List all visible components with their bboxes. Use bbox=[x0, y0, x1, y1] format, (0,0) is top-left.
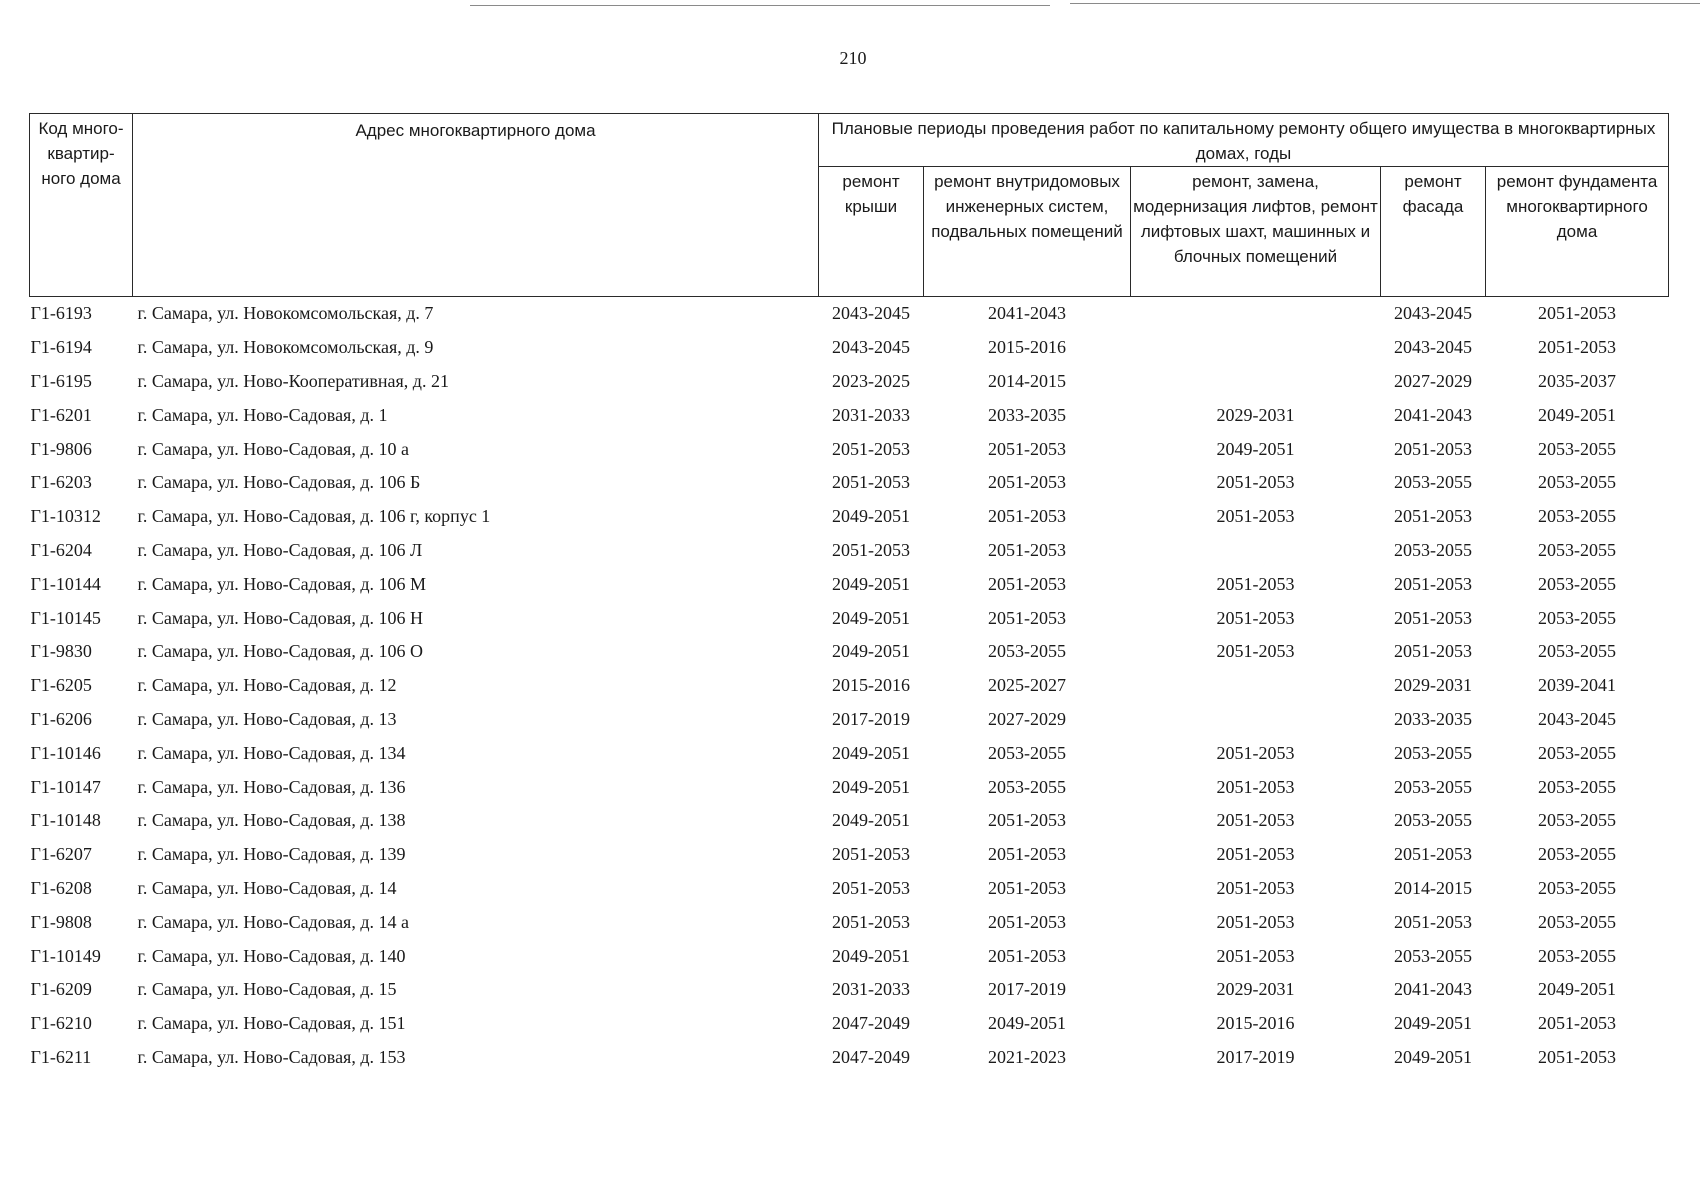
facade-repair-period: 2053-2055 bbox=[1394, 776, 1472, 797]
facade-repair-period: 2014-2015 bbox=[1394, 877, 1472, 898]
foundation-repair-period: 2051-2053 bbox=[1538, 1046, 1617, 1067]
header-facade: ремонт фасада bbox=[1381, 167, 1486, 297]
lift-repair-period bbox=[1131, 365, 1381, 399]
building-address: г. Самара, ул. Ново-Садовая, д. 13 bbox=[137, 708, 397, 729]
table-row bbox=[30, 534, 1669, 568]
systems-repair-period: 2053-2055 bbox=[988, 641, 1066, 662]
building-address: г. Самара, ул. Ново-Садовая, д. 153 bbox=[137, 1046, 406, 1067]
lift-repair-period bbox=[1131, 297, 1381, 331]
facade-repair-period: 2043-2045 bbox=[1394, 337, 1472, 358]
roof-repair-period: 2047-2049 bbox=[832, 1046, 910, 1067]
building-address: г. Самара, ул. Ново-Садовая, д. 106 Л bbox=[137, 539, 423, 560]
lift-repair-period: 2029-2031 bbox=[1216, 404, 1295, 425]
facade-repair-period: 2043-2045 bbox=[1394, 303, 1472, 324]
building-address: г. Самара, ул. Ново-Садовая, д. 106 М bbox=[137, 573, 427, 594]
lift-repair-period: 2051-2053 bbox=[1216, 641, 1295, 662]
table-row bbox=[30, 1041, 1669, 1075]
systems-repair-period: 2021-2023 bbox=[988, 1046, 1066, 1067]
facade-repair-period: 2053-2055 bbox=[1394, 742, 1472, 763]
facade-repair-period: 2049-2051 bbox=[1394, 1013, 1472, 1034]
building-code: Г1-6195 bbox=[30, 370, 92, 391]
table-row bbox=[30, 635, 1669, 669]
building-code: Г1-6201 bbox=[30, 404, 92, 425]
facade-repair-period: 2053-2055 bbox=[1394, 472, 1472, 493]
table-row bbox=[30, 905, 1669, 939]
foundation-repair-period: 2035-2037 bbox=[1538, 370, 1617, 391]
capital-repair-schedule bbox=[29, 113, 1668, 1074]
building-code: Г1-6208 bbox=[30, 877, 92, 898]
lift-repair-period: 2029-2031 bbox=[1216, 979, 1295, 1000]
foundation-repair-period: 2039-2041 bbox=[1538, 675, 1617, 696]
building-code: Г1-6194 bbox=[30, 337, 92, 358]
systems-repair-period: 2051-2053 bbox=[988, 945, 1066, 966]
roof-repair-period: 2043-2045 bbox=[832, 303, 910, 324]
building-address: г. Самара, ул. Ново-Садовая, д. 12 bbox=[137, 675, 397, 696]
roof-repair-period: 2051-2053 bbox=[832, 539, 910, 560]
systems-repair-period: 2015-2016 bbox=[988, 337, 1066, 358]
table-row bbox=[30, 398, 1669, 432]
lift-repair-period: 2051-2053 bbox=[1216, 810, 1295, 831]
lift-repair-period: 2051-2053 bbox=[1216, 573, 1295, 594]
scan-artifact-line bbox=[470, 5, 1050, 6]
building-code: Г1-10149 bbox=[30, 945, 101, 966]
systems-repair-period: 2051-2053 bbox=[988, 573, 1066, 594]
lift-repair-period: 2051-2053 bbox=[1216, 607, 1295, 628]
building-address: г. Самара, ул. Ново-Садовая, д. 151 bbox=[137, 1013, 406, 1034]
building-address: г. Самара, ул. Ново-Садовая, д. 1 bbox=[137, 404, 388, 425]
building-address: г. Самара, ул. Ново-Садовая, д. 14 а bbox=[137, 911, 409, 932]
building-code: Г1-10148 bbox=[30, 810, 101, 831]
systems-repair-period: 2025-2027 bbox=[988, 675, 1066, 696]
systems-repair-period: 2051-2053 bbox=[988, 877, 1066, 898]
building-address: г. Самара, ул. Ново-Садовая, д. 106 г, корпус 1 bbox=[137, 506, 491, 527]
lift-repair-period: 2051-2053 bbox=[1216, 911, 1295, 932]
roof-repair-period: 2017-2019 bbox=[832, 708, 910, 729]
lift-repair-period: 2051-2053 bbox=[1216, 472, 1295, 493]
systems-repair-period: 2033-2035 bbox=[988, 404, 1066, 425]
systems-repair-period: 2027-2029 bbox=[988, 708, 1066, 729]
table-row bbox=[30, 365, 1669, 399]
roof-repair-period: 2049-2051 bbox=[832, 945, 910, 966]
systems-repair-period: 2049-2051 bbox=[988, 1013, 1066, 1034]
schedule-table bbox=[29, 113, 1669, 1074]
building-code: Г1-10147 bbox=[30, 776, 101, 797]
table-row bbox=[30, 939, 1669, 973]
roof-repair-period: 2051-2053 bbox=[832, 438, 910, 459]
building-code: Г1-9808 bbox=[30, 911, 92, 932]
systems-repair-period: 2014-2015 bbox=[988, 370, 1066, 391]
lift-repair-period: 2017-2019 bbox=[1216, 1046, 1295, 1067]
roof-repair-period: 2031-2033 bbox=[832, 979, 910, 1000]
building-code: Г1-9830 bbox=[30, 641, 92, 662]
foundation-repair-period: 2051-2053 bbox=[1538, 337, 1617, 358]
facade-repair-period: 2053-2055 bbox=[1394, 945, 1472, 966]
foundation-repair-period: 2053-2055 bbox=[1538, 776, 1617, 797]
table-row bbox=[30, 331, 1669, 365]
foundation-repair-period: 2053-2055 bbox=[1538, 844, 1617, 865]
systems-repair-period: 2051-2053 bbox=[988, 844, 1066, 865]
building-address: г. Самара, ул. Ново-Садовая, д. 138 bbox=[137, 810, 406, 831]
building-code: Г1-6193 bbox=[30, 303, 92, 324]
scan-artifact-line bbox=[1070, 3, 1700, 4]
table-row bbox=[30, 838, 1669, 872]
systems-repair-period: 2051-2053 bbox=[988, 506, 1066, 527]
lift-repair-period: 2051-2053 bbox=[1216, 877, 1295, 898]
header-lifts: ремонт, замена, модернизация лифтов, ремонт лифтовых шахт, машинных и блочных помещений bbox=[1131, 167, 1381, 297]
lift-repair-period bbox=[1131, 331, 1381, 365]
building-address: г. Самара, ул. Ново-Садовая, д. 10 а bbox=[137, 438, 409, 459]
building-code: Г1-10312 bbox=[30, 506, 101, 527]
table-row bbox=[30, 703, 1669, 737]
roof-repair-period: 2047-2049 bbox=[832, 1013, 910, 1034]
header-code: Код много-квартир-ного дома bbox=[30, 114, 133, 297]
roof-repair-period: 2051-2053 bbox=[832, 472, 910, 493]
building-code: Г1-6210 bbox=[30, 1013, 92, 1034]
facade-repair-period: 2053-2055 bbox=[1394, 539, 1472, 560]
roof-repair-period: 2049-2051 bbox=[832, 607, 910, 628]
systems-repair-period: 2053-2055 bbox=[988, 776, 1066, 797]
building-code: Г1-6211 bbox=[30, 1046, 92, 1067]
systems-repair-period: 2051-2053 bbox=[988, 539, 1066, 560]
header-engineering-systems: ремонт внутридомовых инженерных систем, подвальных помещений bbox=[924, 167, 1131, 297]
building-code: Г1-6206 bbox=[30, 708, 92, 729]
foundation-repair-period: 2053-2055 bbox=[1538, 438, 1617, 459]
building-address: г. Самара, ул. Ново-Садовая, д. 136 bbox=[137, 776, 406, 797]
systems-repair-period: 2017-2019 bbox=[988, 979, 1066, 1000]
building-address: г. Самара, ул. Ново-Садовая, д. 139 bbox=[137, 844, 406, 865]
lift-repair-period: 2051-2053 bbox=[1216, 844, 1295, 865]
header-planned-periods: Плановые периоды проведения работ по капитальному ремонту общего имущества в многоквартирных домах, годы bbox=[819, 114, 1669, 167]
facade-repair-period: 2041-2043 bbox=[1394, 404, 1472, 425]
systems-repair-period: 2051-2053 bbox=[988, 472, 1066, 493]
lift-repair-period: 2051-2053 bbox=[1216, 776, 1295, 797]
foundation-repair-period: 2053-2055 bbox=[1538, 742, 1617, 763]
header-address: Адрес многоквартирного дома bbox=[133, 114, 819, 297]
table-row bbox=[30, 669, 1669, 703]
roof-repair-period: 2023-2025 bbox=[832, 370, 910, 391]
roof-repair-period: 2049-2051 bbox=[832, 776, 910, 797]
building-address: г. Самара, ул. Ново-Садовая, д. 134 bbox=[137, 742, 406, 763]
building-code: Г1-10145 bbox=[30, 607, 101, 628]
header-foundation: ремонт фундамента многоквартирного дома bbox=[1486, 167, 1669, 297]
systems-repair-period: 2053-2055 bbox=[988, 742, 1066, 763]
building-code: Г1-6205 bbox=[30, 675, 92, 696]
facade-repair-period: 2049-2051 bbox=[1394, 1046, 1472, 1067]
roof-repair-period: 2031-2033 bbox=[832, 404, 910, 425]
facade-repair-period: 2051-2053 bbox=[1394, 438, 1472, 459]
building-code: Г1-6204 bbox=[30, 539, 92, 560]
foundation-repair-period: 2053-2055 bbox=[1538, 877, 1617, 898]
table-row bbox=[30, 736, 1669, 770]
lift-repair-period bbox=[1131, 534, 1381, 568]
lift-repair-period: 2051-2053 bbox=[1216, 945, 1295, 966]
lift-repair-period bbox=[1131, 669, 1381, 703]
roof-repair-period: 2051-2053 bbox=[832, 877, 910, 898]
facade-repair-period: 2051-2053 bbox=[1394, 641, 1472, 662]
foundation-repair-period: 2053-2055 bbox=[1538, 945, 1617, 966]
facade-repair-period: 2033-2035 bbox=[1394, 708, 1472, 729]
table-row bbox=[30, 567, 1669, 601]
building-address: г. Самара, ул. Ново-Садовая, д. 140 bbox=[137, 945, 406, 966]
building-address: г. Самара, ул. Новокомсомольская, д. 7 bbox=[137, 303, 434, 324]
foundation-repair-period: 2053-2055 bbox=[1538, 911, 1617, 932]
building-address: г. Самара, ул. Ново-Садовая, д. 15 bbox=[137, 979, 397, 1000]
table-row bbox=[30, 466, 1669, 500]
building-address: г. Самара, ул. Ново-Садовая, д. 106 О bbox=[137, 641, 423, 662]
facade-repair-period: 2053-2055 bbox=[1394, 810, 1472, 831]
systems-repair-period: 2051-2053 bbox=[988, 607, 1066, 628]
foundation-repair-period: 2053-2055 bbox=[1538, 641, 1617, 662]
building-address: г. Самара, ул. Новокомсомольская, д. 9 bbox=[137, 337, 434, 358]
building-address: г. Самара, ул. Ново-Садовая, д. 106 Б bbox=[137, 472, 421, 493]
page-number: 210 bbox=[839, 48, 867, 68]
table-row bbox=[30, 973, 1669, 1007]
foundation-repair-period: 2053-2055 bbox=[1538, 472, 1617, 493]
systems-repair-period: 2051-2053 bbox=[988, 438, 1066, 459]
lift-repair-period: 2051-2053 bbox=[1216, 506, 1295, 527]
roof-repair-period: 2049-2051 bbox=[832, 641, 910, 662]
foundation-repair-period: 2051-2053 bbox=[1538, 1013, 1617, 1034]
facade-repair-period: 2051-2053 bbox=[1394, 573, 1472, 594]
building-code: Г1-10146 bbox=[30, 742, 101, 763]
roof-repair-period: 2043-2045 bbox=[832, 337, 910, 358]
foundation-repair-period: 2053-2055 bbox=[1538, 810, 1617, 831]
building-address: г. Самара, ул. Ново-Кооперативная, д. 21 bbox=[137, 370, 449, 391]
facade-repair-period: 2029-2031 bbox=[1394, 675, 1472, 696]
facade-repair-period: 2041-2043 bbox=[1394, 979, 1472, 1000]
lift-repair-period: 2051-2053 bbox=[1216, 742, 1295, 763]
systems-repair-period: 2051-2053 bbox=[988, 810, 1066, 831]
facade-repair-period: 2051-2053 bbox=[1394, 506, 1472, 527]
table-row bbox=[30, 804, 1669, 838]
table-row bbox=[30, 1007, 1669, 1041]
table-row bbox=[30, 500, 1669, 534]
roof-repair-period: 2051-2053 bbox=[832, 911, 910, 932]
building-code: Г1-6203 bbox=[30, 472, 92, 493]
roof-repair-period: 2051-2053 bbox=[832, 844, 910, 865]
facade-repair-period: 2051-2053 bbox=[1394, 844, 1472, 865]
foundation-repair-period: 2051-2053 bbox=[1538, 303, 1617, 324]
building-code: Г1-6209 bbox=[30, 979, 92, 1000]
foundation-repair-period: 2049-2051 bbox=[1538, 979, 1617, 1000]
lift-repair-period: 2049-2051 bbox=[1216, 438, 1295, 459]
systems-repair-period: 2041-2043 bbox=[988, 303, 1066, 324]
facade-repair-period: 2027-2029 bbox=[1394, 370, 1472, 391]
roof-repair-period: 2015-2016 bbox=[832, 675, 910, 696]
table-row bbox=[30, 601, 1669, 635]
table-row bbox=[30, 770, 1669, 804]
systems-repair-period: 2051-2053 bbox=[988, 911, 1066, 932]
roof-repair-period: 2049-2051 bbox=[832, 742, 910, 763]
table-header bbox=[30, 114, 1669, 297]
foundation-repair-period: 2053-2055 bbox=[1538, 573, 1617, 594]
table-row bbox=[30, 432, 1669, 466]
table-row bbox=[30, 297, 1669, 331]
roof-repair-period: 2049-2051 bbox=[832, 506, 910, 527]
facade-repair-period: 2051-2053 bbox=[1394, 607, 1472, 628]
foundation-repair-period: 2049-2051 bbox=[1538, 404, 1617, 425]
building-address: г. Самара, ул. Ново-Садовая, д. 106 Н bbox=[137, 607, 423, 628]
lift-repair-period bbox=[1131, 703, 1381, 737]
foundation-repair-period: 2053-2055 bbox=[1538, 539, 1617, 560]
table-body bbox=[30, 297, 1669, 1075]
building-code: Г1-9806 bbox=[30, 438, 92, 459]
table-row bbox=[30, 872, 1669, 906]
foundation-repair-period: 2043-2045 bbox=[1538, 708, 1617, 729]
roof-repair-period: 2049-2051 bbox=[832, 810, 910, 831]
building-code: Г1-6207 bbox=[30, 844, 92, 865]
building-code: Г1-10144 bbox=[30, 573, 101, 594]
header-roof: ремонт крыши bbox=[819, 167, 924, 297]
lift-repair-period: 2015-2016 bbox=[1216, 1013, 1295, 1034]
building-address: г. Самара, ул. Ново-Садовая, д. 14 bbox=[137, 877, 397, 898]
facade-repair-period: 2051-2053 bbox=[1394, 911, 1472, 932]
foundation-repair-period: 2053-2055 bbox=[1538, 506, 1617, 527]
foundation-repair-period: 2053-2055 bbox=[1538, 607, 1617, 628]
roof-repair-period: 2049-2051 bbox=[832, 573, 910, 594]
